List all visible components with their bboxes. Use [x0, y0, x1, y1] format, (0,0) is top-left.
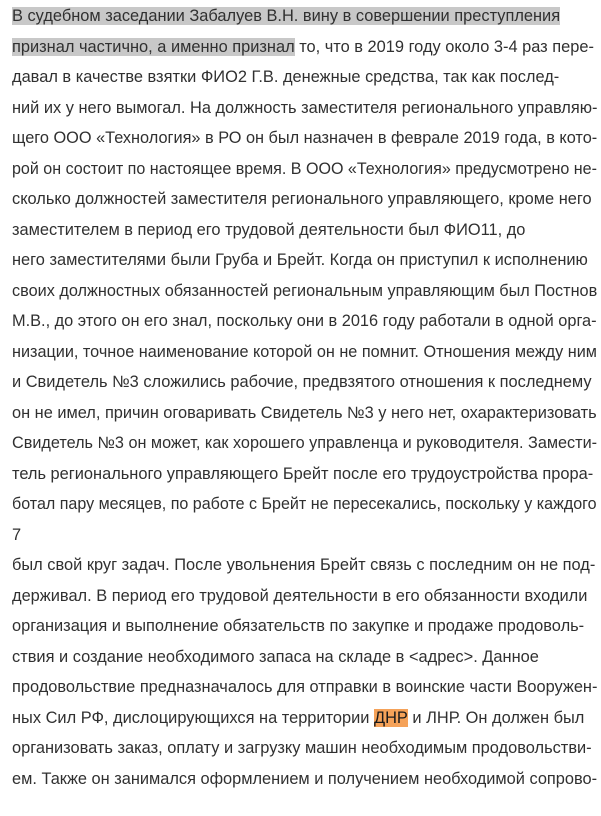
text-line: [12, 462, 593, 486]
text-line: [12, 248, 588, 272]
text-line: [12, 553, 595, 577]
text-line: [12, 126, 597, 150]
text-line: [12, 96, 597, 120]
text-line: [12, 309, 597, 333]
text-segment: ных Сил РФ, дислоцирующихся на территории: [12, 708, 374, 727]
text-segment: то, что в 2019 году около 3-4 раз пере-: [294, 37, 594, 56]
text-segment: тель регионального управляющего Брейт после его трудоустройства прора-: [12, 464, 594, 483]
text-segment: Свидетель №3 он может, как хорошего управленца и руководителя. Замести-: [12, 434, 598, 452]
text-segment: давал в качестве взятки ФИО2 Г.В. денежные средства, так как послед-: [12, 68, 560, 86]
text-line: [12, 218, 525, 242]
text-line: [12, 736, 592, 760]
highlighted-text: В судебном заседании Забалуев В.Н. вину в совершении преступления: [12, 7, 561, 25]
text-line: [12, 4, 560, 28]
text-line: [12, 584, 587, 608]
text-segment: организация и выполнение обязательств по закупке и продаже продоволь-: [12, 617, 585, 635]
text-line: [12, 370, 592, 394]
text-segment: и ЛНР. Он должен был: [407, 708, 585, 727]
highlighted-text: признал частично, а именно признал: [12, 37, 295, 56]
text-segment: 7: [12, 525, 22, 544]
text-segment: ствия и создание необходимого запаса на складе в <адрес>. Данное: [12, 647, 539, 666]
highlighted-text: ДНР: [374, 708, 408, 727]
text-line: [12, 35, 594, 59]
text-line: [12, 65, 559, 89]
text-segment: сколько должностей заместителя регионального управляющего, кроме него: [12, 190, 592, 208]
text-line: [12, 706, 584, 730]
text-line: [12, 767, 597, 791]
text-segment: он не имел, причин оговаривать Свидетель №3 у него нет, охарактеризовать: [12, 403, 597, 422]
text-line: [12, 279, 597, 303]
text-line: [12, 614, 584, 638]
text-segment: был свой круг задач. После увольнения Брейт связь с последним он не под-: [12, 556, 596, 574]
text-line: [12, 492, 597, 516]
text-segment: заместителем в период его трудовой деятельности был ФИО11, до: [12, 220, 526, 239]
text-line: [12, 523, 21, 547]
text-segment: рой он состоит по настоящее время. В ООО «Технология» предусмотрено не-: [12, 159, 597, 178]
text-line: [12, 675, 597, 699]
text-line: [12, 431, 597, 455]
text-segment: держивал. В период его трудовой деятельности в его обязанности входили: [12, 586, 588, 605]
text-segment: щего ООО «Технология» в РО он был назначен в феврале 2019 года, в кото-: [12, 129, 598, 147]
text-segment: своих должностных обязанностей региональным управляющим был Постнов: [12, 281, 598, 300]
text-line: [12, 157, 597, 181]
text-segment: организовать заказ, оплату и загрузку машин необходимым продовольстви-: [12, 739, 592, 757]
text-segment: него заместителями были Груба и Брейт. Когда он приступил к исполнению: [12, 251, 588, 269]
text-segment: продовольствие предназначалось для отправки в воинские части Вооружен-: [12, 678, 598, 696]
text-line: [12, 187, 592, 211]
text-line: [12, 401, 597, 425]
text-segment: ний их у него вымогал. На должность заместителя регионального управляю-: [12, 98, 598, 117]
text-line: [12, 340, 597, 364]
text-segment: М.В., до этого он его знал, поскольку они в 2016 году работали в одной орга-: [12, 312, 597, 330]
text-segment: ем. Также он занимался оформлением и получением необходимой сопрово-: [12, 769, 598, 788]
text-segment: ботал пару месяцев, по работе с Брейт не пересекались, поскольку у каждого: [12, 495, 597, 513]
text-segment: низации, точное наименование которой он не помнит. Отношения между ним: [12, 342, 597, 361]
text-segment: и Свидетель №3 сложились рабочие, предвзятого отношения к последнему: [12, 373, 592, 391]
text-line: [12, 645, 539, 669]
